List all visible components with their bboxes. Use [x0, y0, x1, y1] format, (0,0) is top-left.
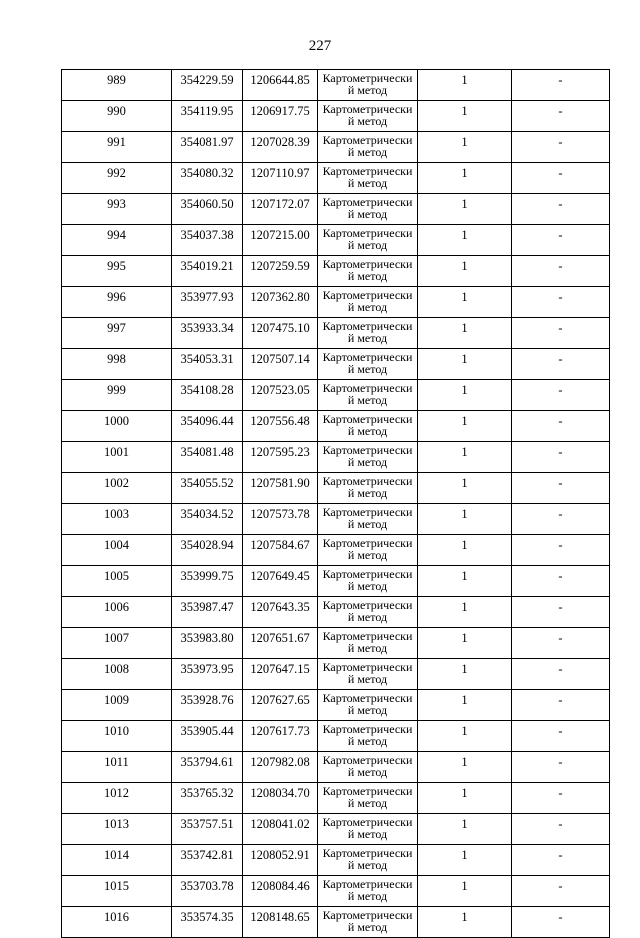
- method-cell: [318, 597, 418, 628]
- table-row: [62, 256, 610, 287]
- description-cell: -: [512, 473, 610, 504]
- description-cell: -: [512, 783, 610, 814]
- y-coordinate-cell: 1207475.10: [243, 318, 318, 349]
- accuracy-cell: 1: [418, 628, 512, 659]
- point-number-cell: 1006: [62, 597, 172, 628]
- method-line-1: Картометрически: [322, 629, 413, 643]
- accuracy-cell: 1: [418, 318, 512, 349]
- x-coordinate-cell: 354081.97: [172, 132, 243, 163]
- y-coordinate-cell: 1207259.59: [243, 256, 318, 287]
- method-cell: [318, 132, 418, 163]
- accuracy-cell: 1: [418, 163, 512, 194]
- y-coordinate-cell: 1207595.23: [243, 442, 318, 473]
- y-coordinate-cell: 1207649.45: [243, 566, 318, 597]
- method-line-2: й метод: [347, 145, 388, 159]
- method-line-1: Картометрически: [322, 412, 413, 426]
- method-cell: [318, 783, 418, 814]
- point-number-cell: 1011: [62, 752, 172, 783]
- method-cell: [318, 256, 418, 287]
- method-line-1: Картометрически: [322, 815, 413, 829]
- x-coordinate-cell: 354019.21: [172, 256, 243, 287]
- method-line-2: й метод: [347, 889, 388, 903]
- accuracy-cell: 1: [418, 287, 512, 318]
- method-line-1: Картометрически: [322, 691, 413, 705]
- description-cell: -: [512, 876, 610, 907]
- y-coordinate-cell: 1207627.65: [243, 690, 318, 721]
- method-cell: [318, 101, 418, 132]
- table-row: [62, 628, 610, 659]
- y-coordinate-cell: 1207573.78: [243, 504, 318, 535]
- description-cell: -: [512, 380, 610, 411]
- table-row: [62, 752, 610, 783]
- method-line-1: Картометрически: [322, 598, 413, 612]
- y-coordinate-cell: 1207982.08: [243, 752, 318, 783]
- method-cell: [318, 721, 418, 752]
- method-line-2: й метод: [347, 517, 388, 531]
- y-coordinate-cell: 1207647.15: [243, 659, 318, 690]
- method-line-2: й метод: [347, 300, 388, 314]
- accuracy-cell: 1: [418, 101, 512, 132]
- y-coordinate-cell: 1207028.39: [243, 132, 318, 163]
- table-row: [62, 876, 610, 907]
- point-number-cell: 999: [62, 380, 172, 411]
- description-cell: -: [512, 442, 610, 473]
- point-number-cell: 1001: [62, 442, 172, 473]
- description-cell: -: [512, 721, 610, 752]
- description-cell: -: [512, 287, 610, 318]
- x-coordinate-cell: 353765.32: [172, 783, 243, 814]
- table-row: [62, 814, 610, 845]
- x-coordinate-cell: 354081.48: [172, 442, 243, 473]
- method-line-1: Картометрически: [322, 71, 413, 85]
- y-coordinate-cell: 1206917.75: [243, 101, 318, 132]
- method-line-1: Картометрически: [322, 288, 413, 302]
- table-row: [62, 504, 610, 535]
- point-number-cell: 1007: [62, 628, 172, 659]
- method-line-2: й метод: [347, 362, 388, 376]
- accuracy-cell: 1: [418, 380, 512, 411]
- method-line-2: й метод: [347, 610, 388, 624]
- table-row: [62, 597, 610, 628]
- x-coordinate-cell: 353933.34: [172, 318, 243, 349]
- y-coordinate-cell: 1207556.48: [243, 411, 318, 442]
- point-number-cell: 1016: [62, 907, 172, 938]
- table-row: [62, 70, 610, 101]
- point-number-cell: 991: [62, 132, 172, 163]
- x-coordinate-cell: 354119.95: [172, 101, 243, 132]
- method-line-2: й метод: [347, 703, 388, 717]
- table-row: [62, 225, 610, 256]
- method-line-1: Картометрически: [322, 784, 413, 798]
- method-line-2: й метод: [347, 207, 388, 221]
- method-cell: [318, 318, 418, 349]
- method-line-1: Картометрически: [322, 257, 413, 271]
- x-coordinate-cell: 353574.35: [172, 907, 243, 938]
- point-number-cell: 989: [62, 70, 172, 101]
- table-row: [62, 442, 610, 473]
- table-row: [62, 101, 610, 132]
- x-coordinate-cell: 353999.75: [172, 566, 243, 597]
- table-row: [62, 194, 610, 225]
- method-cell: [318, 473, 418, 504]
- point-number-cell: 1005: [62, 566, 172, 597]
- accuracy-cell: 1: [418, 349, 512, 380]
- method-line-2: й метод: [347, 176, 388, 190]
- method-line-2: й метод: [347, 796, 388, 810]
- method-cell: [318, 628, 418, 659]
- y-coordinate-cell: 1206644.85: [243, 70, 318, 101]
- method-line-1: Картометрически: [322, 381, 413, 395]
- x-coordinate-cell: 353757.51: [172, 814, 243, 845]
- method-line-1: Картометрически: [322, 567, 413, 581]
- description-cell: -: [512, 349, 610, 380]
- point-number-cell: 1004: [62, 535, 172, 566]
- method-cell: [318, 349, 418, 380]
- method-line-2: й метод: [347, 734, 388, 748]
- x-coordinate-cell: 354028.94: [172, 535, 243, 566]
- method-line-1: Картометрически: [322, 722, 413, 736]
- point-number-cell: 998: [62, 349, 172, 380]
- method-line-2: й метод: [347, 641, 388, 655]
- method-line-2: й метод: [347, 827, 388, 841]
- point-number-cell: 1010: [62, 721, 172, 752]
- method-cell: [318, 907, 418, 938]
- point-number-cell: 1013: [62, 814, 172, 845]
- accuracy-cell: 1: [418, 132, 512, 163]
- description-cell: -: [512, 163, 610, 194]
- coordinates-table: [61, 69, 610, 938]
- accuracy-cell: 1: [418, 690, 512, 721]
- accuracy-cell: 1: [418, 442, 512, 473]
- x-coordinate-cell: 354108.28: [172, 380, 243, 411]
- table-row: [62, 659, 610, 690]
- method-line-2: й метод: [347, 114, 388, 128]
- y-coordinate-cell: 1207643.35: [243, 597, 318, 628]
- x-coordinate-cell: 354037.38: [172, 225, 243, 256]
- accuracy-cell: 1: [418, 783, 512, 814]
- y-coordinate-cell: 1207215.00: [243, 225, 318, 256]
- x-coordinate-cell: 353742.81: [172, 845, 243, 876]
- description-cell: -: [512, 318, 610, 349]
- y-coordinate-cell: 1207507.14: [243, 349, 318, 380]
- method-line-2: й метод: [347, 548, 388, 562]
- method-cell: [318, 659, 418, 690]
- x-coordinate-cell: 353928.76: [172, 690, 243, 721]
- x-coordinate-cell: 354096.44: [172, 411, 243, 442]
- point-number-cell: 1008: [62, 659, 172, 690]
- x-coordinate-cell: 353983.80: [172, 628, 243, 659]
- point-number-cell: 1000: [62, 411, 172, 442]
- description-cell: -: [512, 659, 610, 690]
- x-coordinate-cell: 354060.50: [172, 194, 243, 225]
- method-line-1: Картометрически: [322, 195, 413, 209]
- method-cell: [318, 287, 418, 318]
- method-cell: [318, 380, 418, 411]
- point-number-cell: 1015: [62, 876, 172, 907]
- accuracy-cell: 1: [418, 535, 512, 566]
- method-cell: [318, 690, 418, 721]
- description-cell: -: [512, 814, 610, 845]
- x-coordinate-cell: 353794.61: [172, 752, 243, 783]
- method-line-1: Картометрически: [322, 846, 413, 860]
- table-row: [62, 132, 610, 163]
- method-line-1: Картометрически: [322, 443, 413, 457]
- y-coordinate-cell: 1207651.67: [243, 628, 318, 659]
- y-coordinate-cell: 1208034.70: [243, 783, 318, 814]
- table-row: [62, 535, 610, 566]
- method-cell: [318, 752, 418, 783]
- method-line-2: й метод: [347, 393, 388, 407]
- description-cell: -: [512, 504, 610, 535]
- description-cell: -: [512, 225, 610, 256]
- y-coordinate-cell: 1207523.05: [243, 380, 318, 411]
- method-line-2: й метод: [347, 920, 388, 934]
- point-number-cell: 996: [62, 287, 172, 318]
- method-cell: [318, 70, 418, 101]
- x-coordinate-cell: 354053.31: [172, 349, 243, 380]
- method-line-1: Картометрически: [322, 536, 413, 550]
- x-coordinate-cell: 354034.52: [172, 504, 243, 535]
- point-number-cell: 990: [62, 101, 172, 132]
- point-number-cell: 1003: [62, 504, 172, 535]
- description-cell: -: [512, 566, 610, 597]
- method-line-2: й метод: [347, 331, 388, 345]
- table-row: [62, 783, 610, 814]
- method-line-2: й метод: [347, 672, 388, 686]
- description-cell: -: [512, 845, 610, 876]
- description-cell: -: [512, 597, 610, 628]
- method-cell: [318, 163, 418, 194]
- table-row: [62, 318, 610, 349]
- description-cell: -: [512, 194, 610, 225]
- point-number-cell: 994: [62, 225, 172, 256]
- method-line-2: й метод: [347, 455, 388, 469]
- x-coordinate-cell: 353905.44: [172, 721, 243, 752]
- point-number-cell: 1014: [62, 845, 172, 876]
- point-number-cell: 1012: [62, 783, 172, 814]
- x-coordinate-cell: 353973.95: [172, 659, 243, 690]
- accuracy-cell: 1: [418, 194, 512, 225]
- table-row: [62, 566, 610, 597]
- accuracy-cell: 1: [418, 752, 512, 783]
- description-cell: -: [512, 256, 610, 287]
- table-row: [62, 845, 610, 876]
- method-line-2: й метод: [347, 858, 388, 872]
- method-line-2: й метод: [347, 269, 388, 283]
- method-line-1: Картометрически: [322, 133, 413, 147]
- table-row: [62, 411, 610, 442]
- table-row: [62, 380, 610, 411]
- table-row: [62, 287, 610, 318]
- method-line-1: Картометрически: [322, 753, 413, 767]
- method-line-2: й метод: [347, 486, 388, 500]
- method-line-1: Картометрически: [322, 102, 413, 116]
- accuracy-cell: 1: [418, 876, 512, 907]
- coordinates-table-body: [62, 70, 610, 938]
- accuracy-cell: 1: [418, 225, 512, 256]
- table-row: [62, 721, 610, 752]
- accuracy-cell: 1: [418, 845, 512, 876]
- method-cell: [318, 442, 418, 473]
- x-coordinate-cell: 353987.47: [172, 597, 243, 628]
- table-row: [62, 473, 610, 504]
- method-cell: [318, 814, 418, 845]
- point-number-cell: 995: [62, 256, 172, 287]
- method-line-2: й метод: [347, 579, 388, 593]
- y-coordinate-cell: 1207172.07: [243, 194, 318, 225]
- method-cell: [318, 225, 418, 256]
- description-cell: -: [512, 628, 610, 659]
- method-line-1: Картометрически: [322, 505, 413, 519]
- accuracy-cell: 1: [418, 504, 512, 535]
- y-coordinate-cell: 1207110.97: [243, 163, 318, 194]
- y-coordinate-cell: 1208052.91: [243, 845, 318, 876]
- method-cell: [318, 845, 418, 876]
- accuracy-cell: 1: [418, 659, 512, 690]
- accuracy-cell: 1: [418, 721, 512, 752]
- accuracy-cell: 1: [418, 814, 512, 845]
- page-number: 227: [308, 38, 332, 54]
- method-line-1: Картометрически: [322, 474, 413, 488]
- accuracy-cell: 1: [418, 256, 512, 287]
- method-line-1: Картометрически: [322, 908, 413, 922]
- method-line-1: Картометрически: [322, 319, 413, 333]
- method-line-1: Картометрически: [322, 660, 413, 674]
- method-line-2: й метод: [347, 765, 388, 779]
- method-line-2: й метод: [347, 424, 388, 438]
- accuracy-cell: 1: [418, 907, 512, 938]
- y-coordinate-cell: 1207581.90: [243, 473, 318, 504]
- method-line-2: й метод: [347, 238, 388, 252]
- table-row: [62, 907, 610, 938]
- y-coordinate-cell: 1207584.67: [243, 535, 318, 566]
- accuracy-cell: 1: [418, 473, 512, 504]
- y-coordinate-cell: 1207617.73: [243, 721, 318, 752]
- y-coordinate-cell: 1208041.02: [243, 814, 318, 845]
- table-row: [62, 163, 610, 194]
- method-line-2: й метод: [347, 83, 388, 97]
- method-cell: [318, 566, 418, 597]
- method-line-1: Картометрически: [322, 226, 413, 240]
- y-coordinate-cell: 1208148.65: [243, 907, 318, 938]
- accuracy-cell: 1: [418, 597, 512, 628]
- description-cell: -: [512, 907, 610, 938]
- method-cell: [318, 411, 418, 442]
- table-row: [62, 690, 610, 721]
- point-number-cell: 993: [62, 194, 172, 225]
- x-coordinate-cell: 353703.78: [172, 876, 243, 907]
- y-coordinate-cell: 1207362.80: [243, 287, 318, 318]
- point-number-cell: 992: [62, 163, 172, 194]
- method-cell: [318, 535, 418, 566]
- method-cell: [318, 876, 418, 907]
- point-number-cell: 1002: [62, 473, 172, 504]
- x-coordinate-cell: 353977.93: [172, 287, 243, 318]
- description-cell: -: [512, 535, 610, 566]
- method-line-1: Картометрически: [322, 877, 413, 891]
- x-coordinate-cell: 354055.52: [172, 473, 243, 504]
- accuracy-cell: 1: [418, 411, 512, 442]
- description-cell: -: [512, 132, 610, 163]
- accuracy-cell: 1: [418, 70, 512, 101]
- method-line-1: Картометрически: [322, 164, 413, 178]
- description-cell: -: [512, 690, 610, 721]
- description-cell: -: [512, 411, 610, 442]
- point-number-cell: 1009: [62, 690, 172, 721]
- point-number-cell: 997: [62, 318, 172, 349]
- method-cell: [318, 504, 418, 535]
- y-coordinate-cell: 1208084.46: [243, 876, 318, 907]
- description-cell: -: [512, 752, 610, 783]
- accuracy-cell: 1: [418, 566, 512, 597]
- x-coordinate-cell: 354229.59: [172, 70, 243, 101]
- description-cell: -: [512, 70, 610, 101]
- x-coordinate-cell: 354080.32: [172, 163, 243, 194]
- description-cell: -: [512, 101, 610, 132]
- method-line-1: Картометрически: [322, 350, 413, 364]
- method-cell: [318, 194, 418, 225]
- table-row: [62, 349, 610, 380]
